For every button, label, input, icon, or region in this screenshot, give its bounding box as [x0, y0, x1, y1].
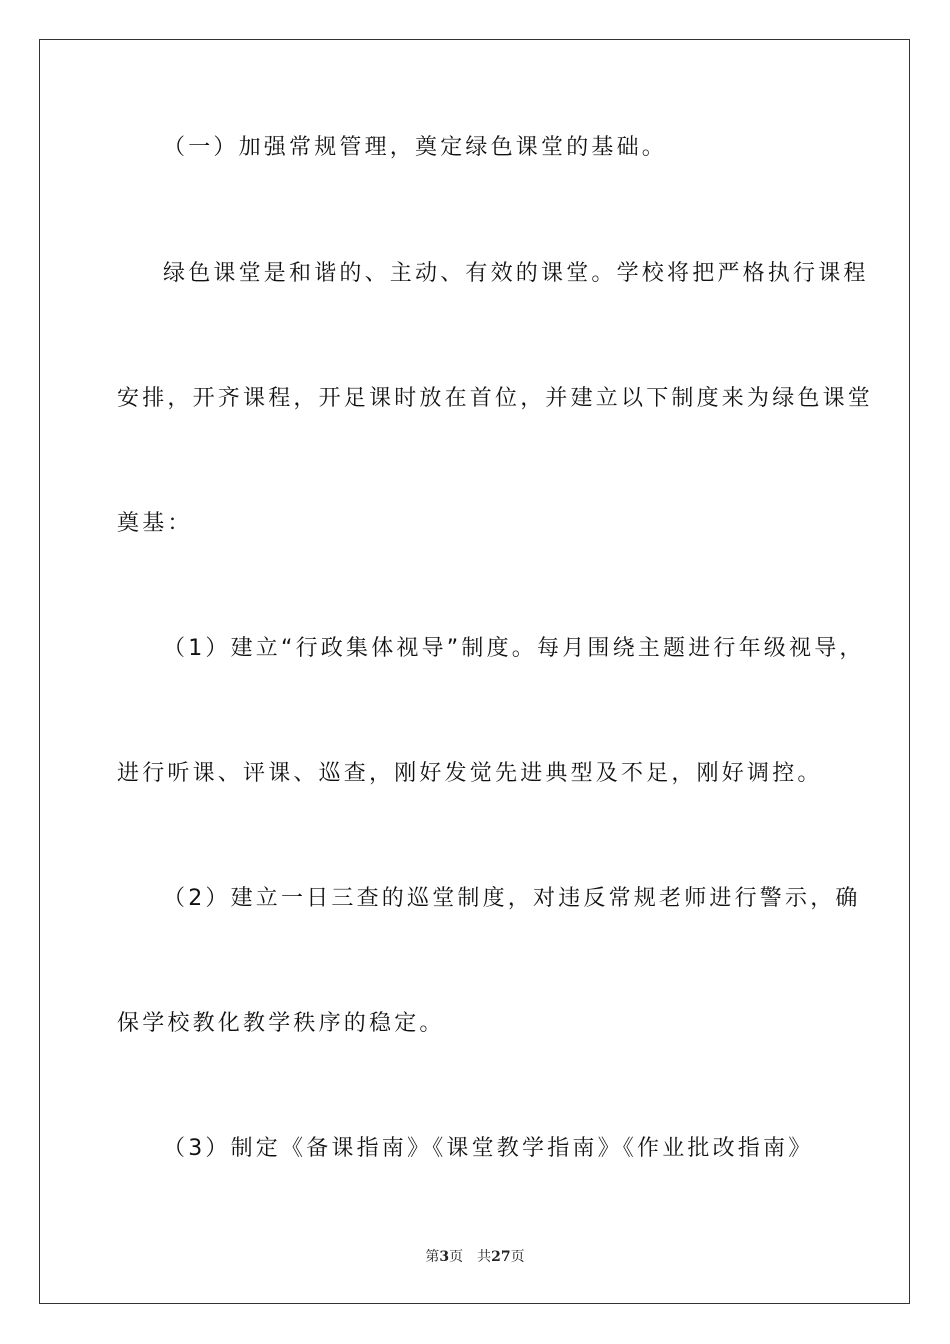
footer-page-number: 3 [439, 1249, 450, 1265]
section-heading: （一）加强常规管理，奠定绿色课堂的基础。 [163, 135, 668, 160]
footer-total-suffix: 页 [510, 1249, 525, 1265]
footer-total-pages: 27 [491, 1249, 511, 1265]
paragraph-line: 奠基： [117, 511, 193, 536]
footer-page-suffix: 页 [449, 1249, 464, 1265]
paragraph-line: 进行听课、评课、巡查，刚好发觉先进典型及不足，刚好调控。 [117, 761, 823, 786]
paragraph-line: （2）建立一日三查的巡堂制度，对违反常规老师进行警示，确 [163, 886, 861, 911]
paragraph-line: 绿色课堂是和谐的、主动、有效的课堂。学校将把严格执行课程 [163, 261, 869, 286]
paragraph-line: 保学校教化教学秩序的稳定。 [117, 1011, 445, 1036]
footer-page-prefix: 第 [425, 1249, 440, 1265]
footer-total-prefix: 共 [477, 1249, 492, 1265]
paragraph-line: （1）建立“行政集体视导”制度。每月围绕主题进行年级视导， [163, 636, 865, 661]
paragraph-line: 安排，开齐课程，开足课时放在首位，并建立以下制度来为绿色课堂 [117, 386, 874, 411]
page-frame [39, 39, 910, 1304]
page-footer [0, 1248, 950, 1266]
paragraph-line: （3）制定《备课指南》《课堂教学指南》《作业批改指南》 [163, 1136, 814, 1161]
